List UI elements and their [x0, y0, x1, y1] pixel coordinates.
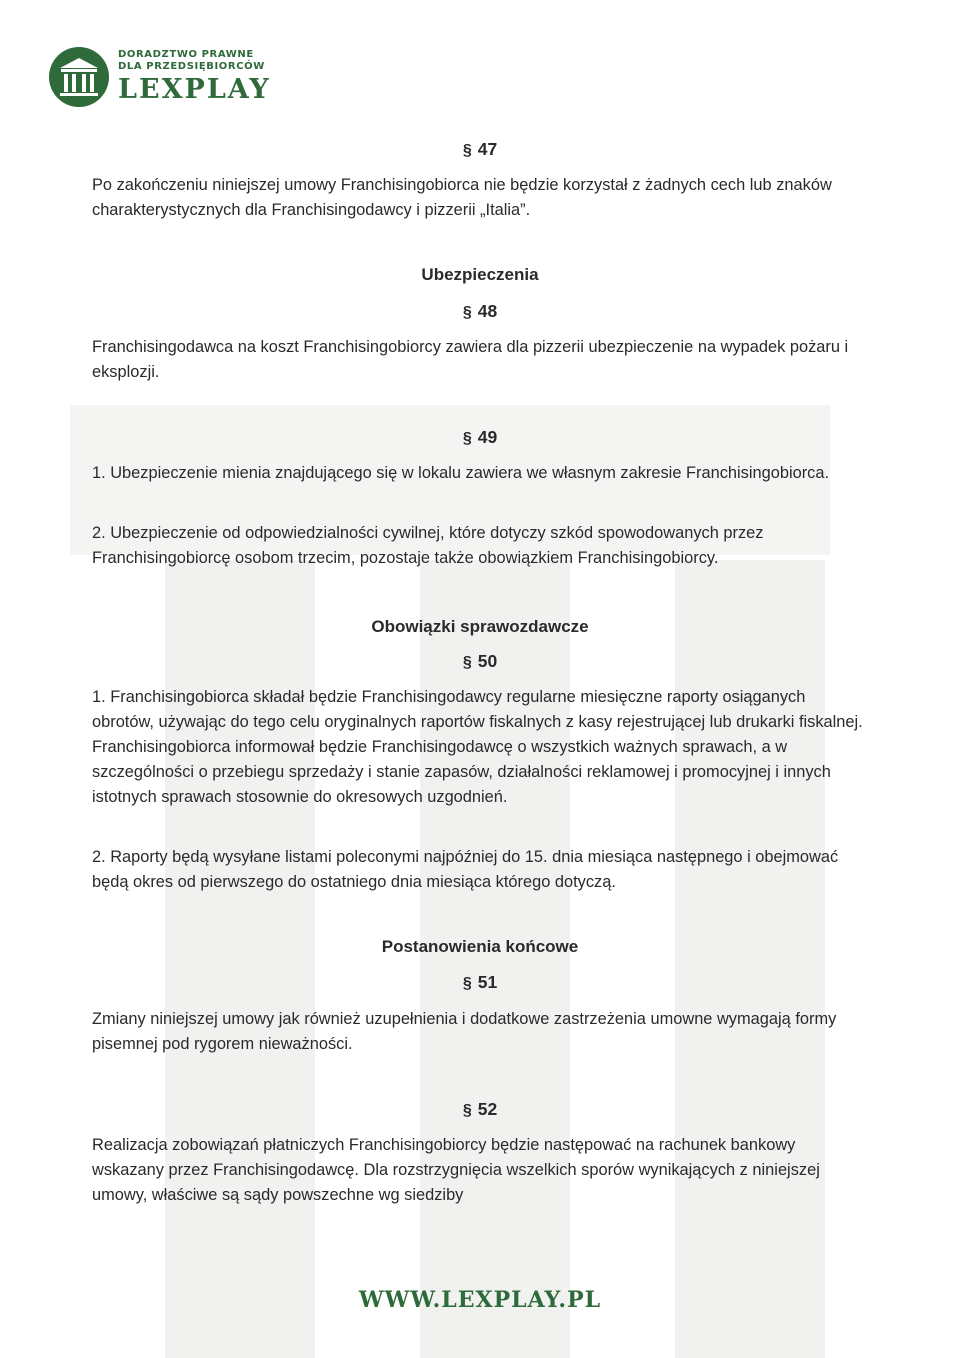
paragraph-sign: § — [462, 304, 472, 321]
section-49-heading — [0, 427, 960, 448]
section-48-heading — [0, 301, 960, 322]
watermark-column — [675, 560, 825, 1358]
section-51-heading — [0, 972, 960, 993]
section-number: 47 — [477, 139, 498, 159]
section-50-point-2: 2. Raporty będą wysyłane listami poleconymi najpóźniej do 15. dnia miesiąca następnego i obejmować będą okres od pierwszego do ostatniego dnia miesiąca którego dotyczą. — [92, 848, 839, 891]
insurance-heading: Ubezpieczenia — [421, 265, 539, 284]
watermark-column — [165, 560, 315, 1358]
logo-tagline-1: DORADZTWO PRAWNE — [118, 49, 254, 60]
lexplay-logo — [48, 46, 271, 108]
section-52-text: Realizacja zobowiązań płatniczych Franchisingobiorcy będzie następować na rachunek bankowy wskazany przez Franchisingodawcę. Dla rozstrzygnięcia wszelkich sporów wynikających z niniejszej umowy, właściwe są sądy powszechne wg siedziby — [92, 1136, 820, 1204]
courthouse-emblem-icon — [48, 46, 110, 108]
section-50-point-1: 1. Franchisingobiorca składał będzie Franchisingodawcy regularne miesięczne raporty osiąganych obrotów, używając do tego celu oryginalnych raportów fiskalnych z kasy rejestrującej lub drukarki fiskalnej. Franchisingobiorca informował będzie Franchisingodawcę o wszystkich ważnych sprawach, a w szczególności o przebiegu sprzedaży i stanie zapasów, działalności reklamowej i promocyjnej i innych istotnych sprawach stosownie do okresowych uzgodnień. — [92, 688, 863, 806]
watermark-column — [420, 560, 570, 1358]
footer-website-link[interactable]: WWW.LEXPLAY.PL — [358, 1287, 602, 1313]
paragraph-sign: § — [462, 1102, 472, 1119]
paragraph-sign: § — [462, 142, 472, 159]
section-number: 49 — [477, 427, 498, 447]
section-number: 51 — [477, 972, 498, 992]
section-number: 50 — [477, 651, 498, 671]
reporting-heading: Obowiązki sprawozdawcze — [371, 617, 589, 636]
section-49-point-1: 1. Ubezpieczenie mienia znajdującego się w lokalu zawiera we własnym zakresie Franchisingobiorca. — [92, 464, 830, 482]
final-provisions-heading: Postanowienia końcowe — [381, 937, 579, 956]
section-50-heading — [0, 651, 960, 672]
logo-tagline-2: DLA PRZEDSIĘBIORCÓW — [118, 61, 265, 72]
section-48-text: Franchisingodawca na koszt Franchisingobiorcy zawiera dla pizzerii ubezpieczenie na wypadek pożaru i eksplozji. — [92, 338, 849, 381]
logo-brand: LEXPLAY — [118, 74, 271, 105]
section-47-text: Po zakończeniu niniejszej umowy Franchisingobiorca nie będzie korzystał z żadnych cech lub znaków charakterystycznych dla Franchisingodawcy i pizzerii „Italia”. — [92, 176, 832, 219]
section-52-heading — [0, 1099, 960, 1120]
paragraph-sign: § — [462, 654, 472, 671]
paragraph-sign: § — [462, 975, 472, 992]
section-number: 52 — [477, 1099, 498, 1119]
section-49-point-2: 2. Ubezpieczenie od odpowiedzialności cywilnej, które dotyczy szkód spowodowanych przez Franchisingobiorcę osobom trzecim, pozostaje także obowiązkiem Franchisingobiorcy. — [92, 524, 764, 567]
section-47-heading — [0, 139, 960, 160]
paragraph-sign: § — [462, 430, 472, 447]
section-number: 48 — [477, 301, 498, 321]
section-51-text: Zmiany niniejszej umowy jak również uzupełnienia i dodatkowe zastrzeżenia umowne wymagają formy pisemnej pod rygorem nieważności. — [92, 1010, 837, 1053]
